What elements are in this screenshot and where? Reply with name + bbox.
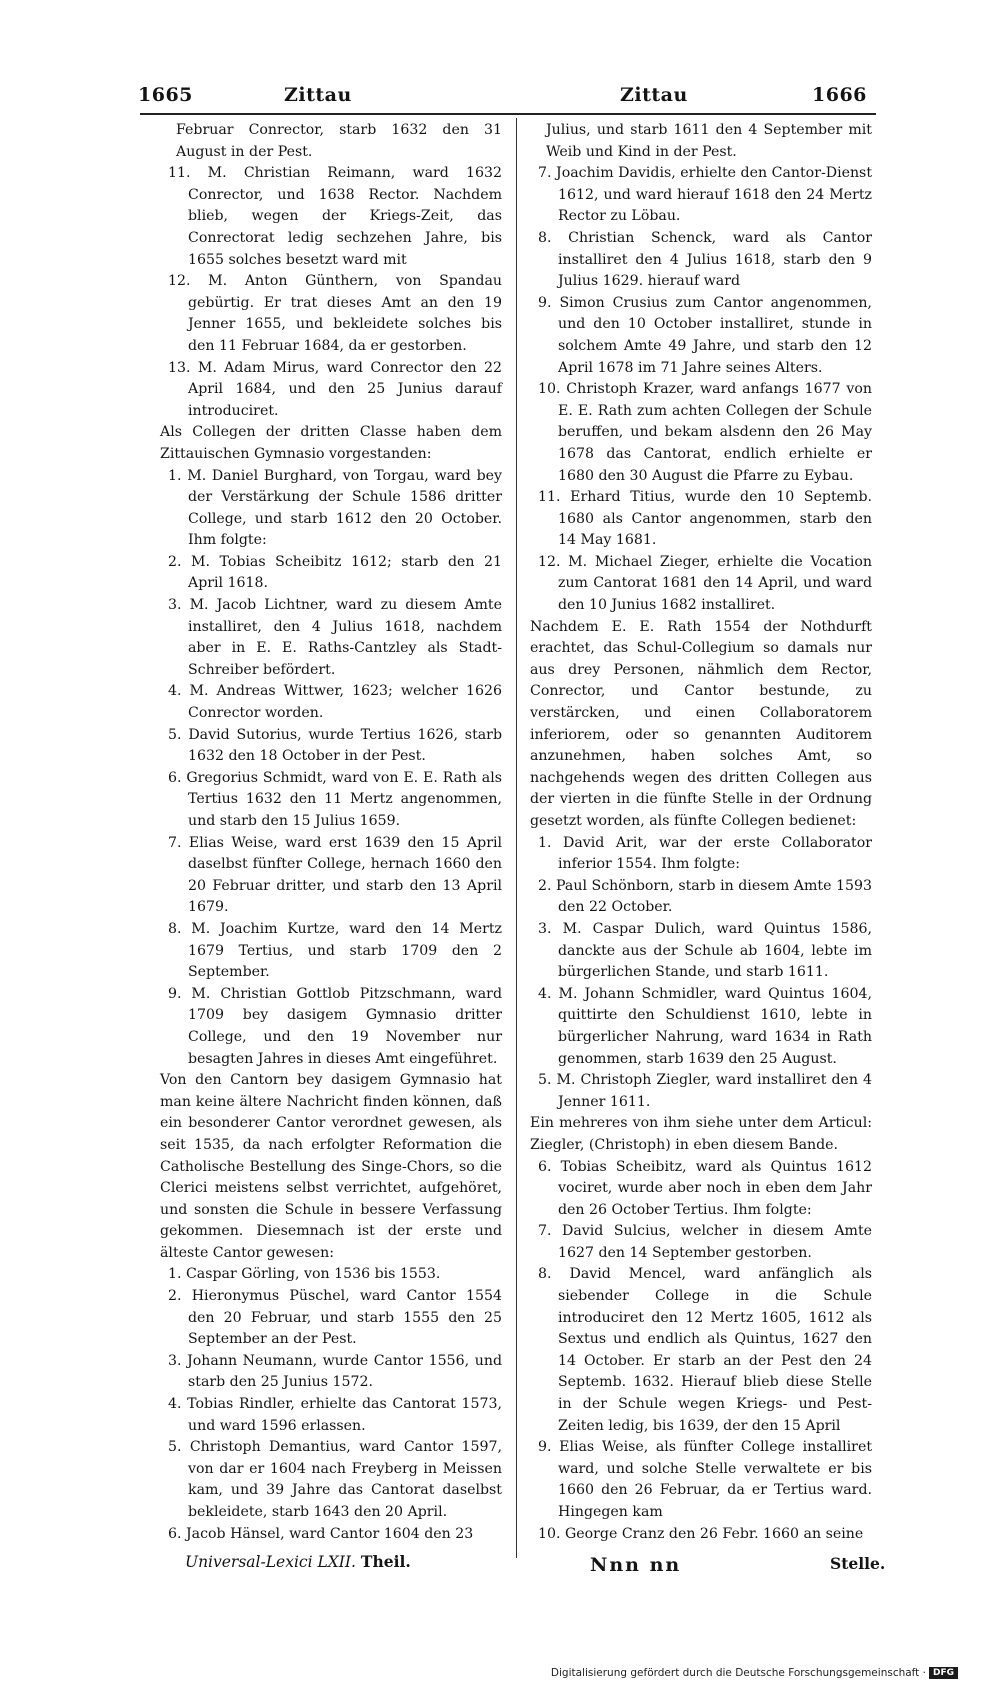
list-item: 2. M. Tobias Scheibitz 1612; starb den 21 April 1618. bbox=[168, 553, 502, 592]
list-item: 9. M. Christian Gottlob Pitzschmann, ward 1709 bey dasigem Gymnasio dritter College, und den 19 November nur besagten Jahres in dieses Amt eingeführet. bbox=[168, 985, 502, 1067]
digitization-credit bbox=[551, 1667, 958, 1679]
list-item: 12. M. Michael Zieger, erhielte die Vocation zum Cantorat 1681 den 14 April, und ward den 10 Junius 1682 installiret. bbox=[538, 553, 872, 614]
list-item: 2. Hieronymus Püschel, ward Cantor 1554 den 20 Februar, und starb 1555 den 25 September an der Pest. bbox=[168, 1288, 502, 1348]
list-item: 11. M. Christian Reimann, ward 1632 Conrector, und 1638 Rector. Nachdem blieb, wegen der Kriegs-Zeit, das Conrectorat ledig sechzehen Jahre, bis 1655 solches besetzt ward mit bbox=[168, 165, 502, 268]
list-item: 2. Paul Schönborn, starb in diesem Amte 1593 den 22 October. bbox=[538, 877, 872, 916]
dfg-logo: DFG bbox=[929, 1667, 958, 1679]
list-item: 7. Joachim Davidis, erhielte den Cantor-Dienst 1612, und ward hierauf 1618 den 24 Mertz Rector zu Löbau. bbox=[538, 165, 872, 225]
list-item: 4. M. Andreas Wittwer, 1623; welcher 1626 Conrector worden. bbox=[168, 683, 502, 722]
right-running-head: Zittau bbox=[620, 84, 688, 106]
list-item: 3. M. Jacob Lichtner, ward zu diesem Amte installiret, den 4 Julius 1618, nachdem aber in E. E. Raths-Cantzley als Stadt-Schreiber befördert. bbox=[168, 597, 502, 678]
list-item: 3. Johann Neumann, wurde Cantor 1556, und starb den 25 Junius 1572. bbox=[168, 1352, 502, 1391]
list-item: 5. Christoph Demantius, ward Cantor 1597, von dar er 1604 nach Freyberg in Meissen kam, und 39 Jahre das Cantorat daselbst bekleidete, starb 1643 den 20 April. bbox=[168, 1439, 502, 1520]
volume-title: Universal-Lexici LXII. bbox=[185, 1553, 356, 1571]
continued-entry: Julius, und starb 1611 den 4 September mit Weib und Kind in der Pest. bbox=[546, 122, 872, 160]
section-paragraph: Ein mehreres von ihm siehe unter dem Articul: Ziegler, (Christoph) in eben diesem Bande. bbox=[530, 1115, 872, 1153]
list-item: 5. M. Christoph Ziegler, ward installiret den 4 Jenner 1611. bbox=[538, 1072, 872, 1110]
list-item: 13. M. Adam Mirus, ward Conrector den 22 April 1684, und den 25 Junius darauf introduciret. bbox=[168, 359, 502, 419]
right-page-number: 1666 bbox=[812, 84, 867, 106]
list-item: 9. Elias Weise, als fünfter College installiret ward, und solche Stelle verwaltete er bis 1660 den 26 Februar, da er Tertius ward. Hingegen kam bbox=[538, 1439, 872, 1520]
list-item: 1. Caspar Görling, von 1536 bis 1553. bbox=[168, 1266, 441, 1283]
list-item: 3. M. Caspar Dulich, ward Quintus 1586, danckte aus der Schule ab 1604, lebte im bürgerlichen Stande, und starb 1611. bbox=[538, 920, 872, 981]
left-page-number: 1665 bbox=[138, 84, 193, 106]
list-item: 1. M. Daniel Burghard, von Torgau, ward bey der Verstärkung der Schule 1586 dritter College, und starb 1612 den 20 October. Ihm folgte: bbox=[168, 467, 502, 549]
section-paragraph: Nachdem E. E. Rath 1554 der Nothdurft erachtet, das Schul-Collegium so damals nur aus drey Personen, nähmlich dem Rector, Conrector, und Cantor bestunde, zu verstärcken, und einen Collaboratorem inferiorem, oder so genannten Auditorem anzunehmen, haben solches Amt, so nachgehends wegen des dritten Collegen aus der vierten in die fünfte Stelle in der Ordnung gesetzt worden, als fünfte Collegen bedienet: bbox=[530, 618, 872, 829]
list-item: 6. Jacob Hänsel, ward Cantor 1604 den 23 bbox=[168, 1525, 474, 1542]
list-item: 8. David Mencel, ward anfänglich als siebender College in die Schule introduciret den 12 Mertz 1605, 1612 als Sextus und endlich als Quintus, 1627 den 14 October. Er starb an der Pest den 24 Septemb. 1632. Hierauf blieb diese Stelle in der Schule wegen Kriegs- und Pest-Zeiten ledig, bis 1639, der den 15 April bbox=[538, 1266, 872, 1434]
left-running-head: Zittau bbox=[284, 84, 352, 106]
list-item: 4. Tobias Rindler, erhielte das Cantorat 1573, und ward 1596 erlassen. bbox=[168, 1396, 502, 1434]
catchword: Stelle. bbox=[830, 1554, 886, 1573]
list-item: 12. M. Anton Günthern, von Spandau gebürtig. Er trat dieses Amt an den 19 Jenner 1655, und bekleidete solches bis den 11 Februar 1684, da er gestorben. bbox=[168, 273, 502, 354]
continued-entry: Februar Conrector, starb 1632 den 31 August in der Pest. bbox=[176, 122, 502, 160]
list-item: 9. Simon Crusius zum Cantor angenommen, und den 10 October installiret, stunde in solchem Amte 49 Jahre, und starb den 12 April 1678 im 71 Jahre seines Alters. bbox=[538, 294, 872, 376]
list-item: 4. M. Johann Schmidler, ward Quintus 1604, quittirte den Schuldienst 1610, lebte in bürgerlicher Nahrung, ward 1634 in Rath genommen, starb 1639 den 25 August. bbox=[538, 985, 872, 1067]
right-text-column bbox=[530, 120, 872, 1545]
list-item: 6. Tobias Scheibitz, ward als Quintus 1612 vociret, wurde aber noch in eben dem Jahr den 26 October Tertius. Ihm folgte: bbox=[538, 1158, 872, 1218]
section-paragraph: Als Collegen der dritten Classe haben dem Zittauischen Gymnasio vorgestanden: bbox=[160, 424, 502, 462]
section-paragraph: Von den Cantorn bey dasigem Gymnasio hat man keine ältere Nachricht finden können, daß ein besonderer Cantor verordnet gewesen, als seit 1535, da nach erfolgter Reformation die Catholische Bestellung des Singe-Chors, so die Clerici meistens selbst verrichtet, aufgehöret, und sonsten die Schule in bessere Verfassung gekommen. Diesemnach ist der erste und älteste Cantor gewesen: bbox=[160, 1072, 502, 1261]
column-divider bbox=[516, 118, 517, 1558]
list-item: 11. Erhard Titius, wurde den 10 Septemb. 1680 als Cantor angenommen, starb den 14 May 1681. bbox=[538, 489, 872, 549]
list-item: 8. Christian Schenck, ward als Cantor installiret den 4 Julius 1618, starb den 9 Julius 1629. hierauf ward bbox=[538, 229, 872, 290]
list-item: 10. George Cranz den 26 Febr. 1660 an seine bbox=[538, 1525, 864, 1542]
volume-part: Theil. bbox=[360, 1552, 411, 1571]
list-item: 7. David Sulcius, welcher in diesem Amte 1627 den 14 September gestorben. bbox=[538, 1223, 872, 1261]
list-item: 1. David Arit, war der erste Collaborator inferior 1554. Ihm folgte: bbox=[538, 834, 872, 873]
list-item: 5. David Sutorius, wurde Tertius 1626, starb 1632 den 18 October in der Pest. bbox=[168, 726, 502, 765]
list-item: 7. Elias Weise, ward erst 1639 den 15 April daselbst fünfter College, hernach 1660 den 20 Februar dritter, und starb den 13 April 1679. bbox=[168, 834, 502, 916]
header-rule bbox=[140, 113, 876, 115]
credit-text: Digitalisierung gefördert durch die Deutsche Forschungsgemeinschaft · bbox=[550, 1667, 926, 1679]
list-item: 6. Gregorius Schmidt, ward von E. E. Rath als Tertius 1632 den 11 Mertz angenommen, und starb den 15 Julius 1659. bbox=[168, 769, 502, 829]
list-item: 10. Christoph Krazer, ward anfangs 1677 von E. E. Rath zum achten Collegen der Schule beruffen, und bekam alsdenn den 26 May 1678 das Cantorat, endlich erhielte er 1680 den 30 August die Pfarre zu Eybau. bbox=[538, 381, 872, 484]
signature-mark: Nnn nn bbox=[590, 1554, 682, 1576]
left-text-column bbox=[160, 120, 502, 1545]
volume-reference bbox=[185, 1552, 411, 1571]
list-item: 8. M. Joachim Kurtze, ward den 14 Mertz 1679 Tertius, und starb 1709 den 2 September. bbox=[168, 920, 502, 981]
